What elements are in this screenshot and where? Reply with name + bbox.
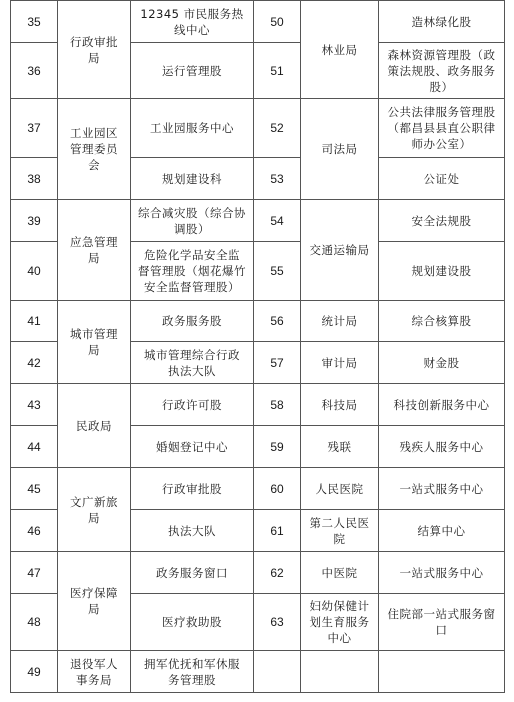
agency-name: 退役军人 事务局: [58, 651, 131, 693]
table-row: [11, 651, 505, 693]
row-number: 43: [11, 384, 58, 426]
department-name: 科技创新服务中心: [379, 384, 505, 426]
row-number: 44: [11, 426, 58, 468]
agency-table: [10, 0, 505, 693]
department-name: 12345 市民服务热 线中心: [131, 1, 254, 43]
agency-name: 应急管理 局: [58, 200, 131, 301]
table-row: [11, 1, 505, 43]
department-name: 城市管理综合行政 执法大队: [131, 342, 254, 384]
agency-name: 妇幼保健计 划生育服务 中心: [301, 594, 379, 651]
department-name: 造林绿化股: [379, 1, 505, 43]
department-name: 森林资源管理股（政 策法规股、政务服务 股）: [379, 43, 505, 99]
row-number: 35: [11, 1, 58, 43]
row-number: 48: [11, 594, 58, 651]
department-name: 结算中心: [379, 510, 505, 552]
table-row: [11, 99, 505, 158]
row-number: 37: [11, 99, 58, 158]
department-name: 拥军优抚和军休服 务管理股: [131, 651, 254, 693]
department-name: 住院部一站式服务窗 口: [379, 594, 505, 651]
row-number: 60: [254, 468, 301, 510]
agency-name: 司法局: [301, 99, 379, 200]
row-number: 62: [254, 552, 301, 594]
agency-name: 林业局: [301, 1, 379, 99]
agency-name: 第二人民医 院: [301, 510, 379, 552]
row-number: 54: [254, 200, 301, 242]
agency-name: 行政审批 局: [58, 1, 131, 99]
agency-name: [301, 651, 379, 693]
table-row: [11, 301, 505, 342]
department-name: 执法大队: [131, 510, 254, 552]
row-number: 41: [11, 301, 58, 342]
table-row: [11, 200, 505, 242]
table-row: [11, 384, 505, 426]
agency-name: 科技局: [301, 384, 379, 426]
agency-name: 工业园区 管理委员 会: [58, 99, 131, 200]
row-number: 47: [11, 552, 58, 594]
row-number: 63: [254, 594, 301, 651]
table-row: [11, 468, 505, 510]
row-number: 57: [254, 342, 301, 384]
agency-name: 人民医院: [301, 468, 379, 510]
agency-name: 残联: [301, 426, 379, 468]
department-name: 财金股: [379, 342, 505, 384]
row-number: 53: [254, 158, 301, 200]
row-number: 55: [254, 242, 301, 301]
row-number: 46: [11, 510, 58, 552]
agency-name: 中医院: [301, 552, 379, 594]
row-number: 59: [254, 426, 301, 468]
department-name: 公共法律服务管理股 （都昌县县直公职律 师办公室）: [379, 99, 505, 158]
row-number: 56: [254, 301, 301, 342]
department-name: 政务服务股: [131, 301, 254, 342]
department-name: 安全法规股: [379, 200, 505, 242]
agency-name: 城市管理 局: [58, 301, 131, 384]
row-number: 49: [11, 651, 58, 693]
table-row: [11, 552, 505, 594]
row-number: 52: [254, 99, 301, 158]
department-name: 公证处: [379, 158, 505, 200]
row-number: 45: [11, 468, 58, 510]
row-number: [254, 651, 301, 693]
row-number: 61: [254, 510, 301, 552]
department-name: 婚姻登记中心: [131, 426, 254, 468]
department-name: 规划建设股: [379, 242, 505, 301]
row-number: 42: [11, 342, 58, 384]
department-name: 运行管理股: [131, 43, 254, 99]
agency-name: 文广新旅 局: [58, 468, 131, 552]
row-number: 40: [11, 242, 58, 301]
row-number: 39: [11, 200, 58, 242]
department-name: 一站式服务中心: [379, 468, 505, 510]
row-number: 58: [254, 384, 301, 426]
department-name: 行政许可股: [131, 384, 254, 426]
department-name: [379, 651, 505, 693]
department-name: 残疾人服务中心: [379, 426, 505, 468]
agency-name: 审计局: [301, 342, 379, 384]
department-name: 行政审批股: [131, 468, 254, 510]
department-name: 综合减灾股（综合协 调股）: [131, 200, 254, 242]
department-name: 危险化学品安全监 督管理股（烟花爆竹 安全监督管理股）: [131, 242, 254, 301]
row-number: 36: [11, 43, 58, 99]
department-name: 工业园服务中心: [131, 99, 254, 158]
department-name: 规划建设科: [131, 158, 254, 200]
department-name: 医疗救助股: [131, 594, 254, 651]
department-name: 一站式服务中心: [379, 552, 505, 594]
department-name: 政务服务窗口: [131, 552, 254, 594]
agency-name: 民政局: [58, 384, 131, 468]
agency-name: 医疗保障 局: [58, 552, 131, 651]
agency-name: 交通运输局: [301, 200, 379, 301]
row-number: 50: [254, 1, 301, 43]
row-number: 51: [254, 43, 301, 99]
department-name: 综合核算股: [379, 301, 505, 342]
agency-name: 统计局: [301, 301, 379, 342]
row-number: 38: [11, 158, 58, 200]
